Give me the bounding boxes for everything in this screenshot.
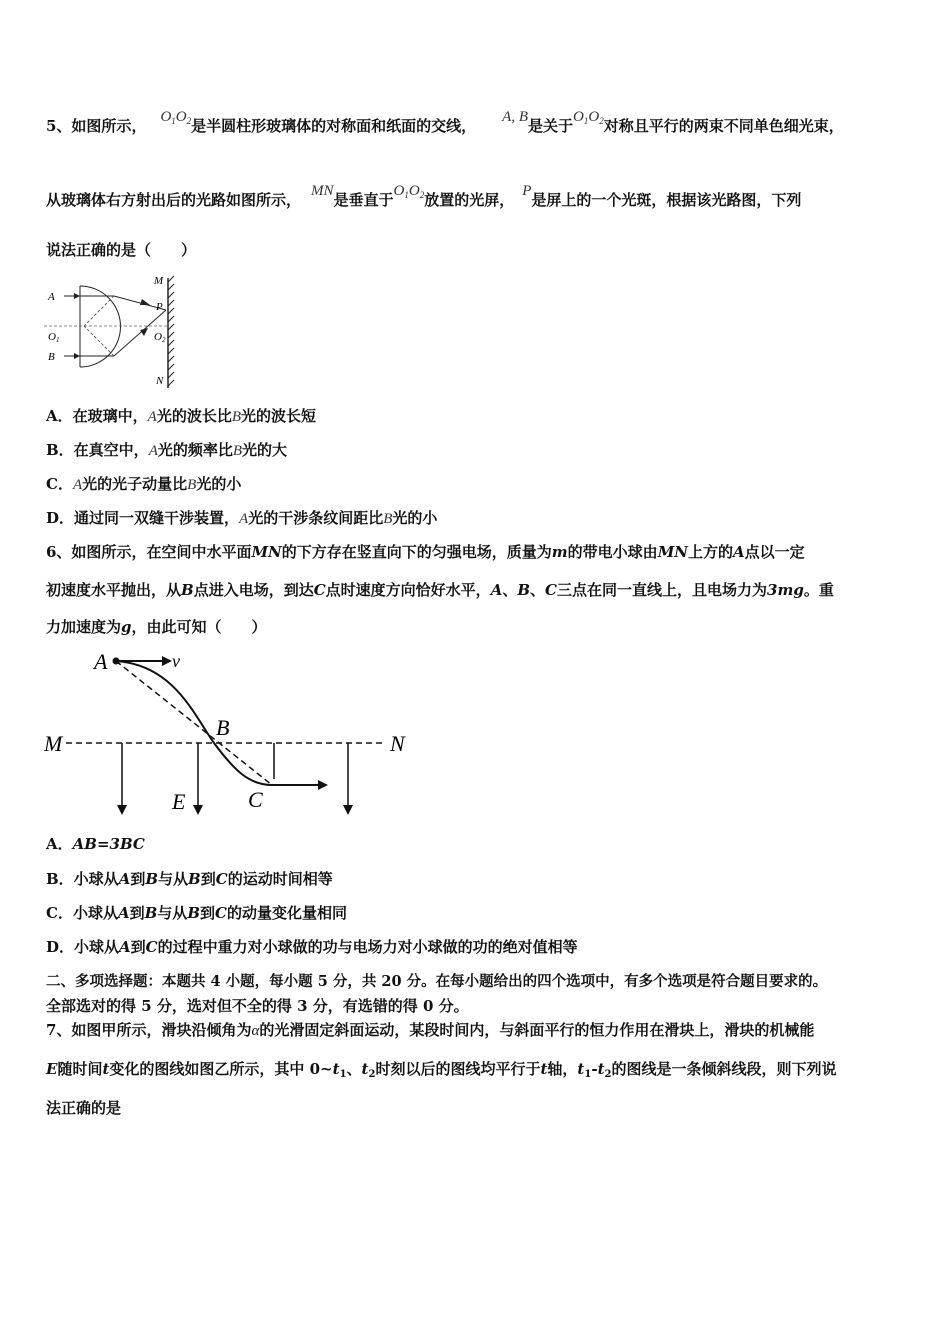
- q5-option-b: B．在真空中，A光的频率比B光的大: [46, 441, 288, 459]
- arrow-icon: [74, 353, 80, 359]
- math-ab: A, B: [502, 109, 528, 125]
- text: 是垂直于: [333, 191, 394, 209]
- math-mn: MN: [311, 183, 334, 199]
- label-p: P: [156, 301, 163, 313]
- arrow-icon: [162, 656, 172, 666]
- q7-line-2: E随时间t变化的图线如图乙所示，其中 $0\sim t_1$、$t_2$时刻以后的图线均平行于t轴，$t_1-t_2$的图线是一条倾斜线段，则下列说: [46, 1060, 837, 1080]
- glass-curved-face: [80, 286, 121, 367]
- text: 从玻璃体右方射出后的光路如图所示，: [46, 191, 302, 209]
- q5-option-a: A．在玻璃中，A光的波长比B光的波长短: [46, 407, 317, 425]
- text: 放置的光屏，: [424, 191, 515, 209]
- label-n: N: [390, 731, 405, 756]
- label-o2: O2: [154, 331, 166, 344]
- q6-option-a: A．AB=3BC: [46, 835, 145, 853]
- text: 是半圆柱形玻璃体的对称面和纸面的交线，: [191, 117, 477, 135]
- math-o1o2: $O_1O_2$: [573, 109, 604, 126]
- normal-line: [84, 326, 114, 356]
- q5-option-d: D．通过同一双缝干涉装置，A光的干涉条纹间距比B光的小: [46, 509, 438, 527]
- q7-line-3: 法正确的是: [46, 1099, 122, 1117]
- math-o1o2: $O_1O_2$: [393, 183, 425, 200]
- q7-line-1: 7、如图甲所示，滑块沿倾角为α的光滑固定斜面运动，某段时间内，与斜面平行的恒力作用在滑块上，滑块的机械能: [46, 1021, 815, 1039]
- trajectory-curve: [116, 661, 272, 785]
- text: 对称且平行的两束不同单色细光束，: [603, 117, 844, 135]
- arrow-icon: [117, 805, 127, 815]
- q6-line-2: 初速度水平抛出，从B点进入电场，到达C点时速度方向恰好水平，A、B、C三点在同一直线上，且电场力为3mg。重: [46, 581, 834, 599]
- q5-figure-glass-diagram: [44, 270, 184, 394]
- q6-option-b: B．小球从A到B与从B到C的运动时间相等: [46, 870, 333, 888]
- text: 是屏上的一个光斑，根据该光路图，下列: [531, 191, 802, 209]
- label-m: M: [44, 731, 63, 756]
- section-2-scoring: 全部选对的得 5 分，选对但不全的得 3 分，有选错的得 0 分。: [46, 997, 469, 1015]
- text: 是关于: [527, 117, 573, 135]
- arrow-icon: [74, 293, 80, 299]
- arrow-icon: [343, 805, 353, 815]
- q5-line-3: 说法正确的是（ ）: [46, 241, 197, 259]
- label-a: A: [94, 649, 108, 674]
- label-a: A: [48, 291, 55, 303]
- q6-option-c: C．小球从A到B与从B到C的动量变化量相同: [46, 904, 347, 922]
- q6-line-3: 力加速度为g，由此可知（ ）: [46, 618, 267, 636]
- label-o1: O1: [48, 331, 60, 344]
- q6-option-d: D．小球从A到C的过程中重力对小球做的功与电场力对小球做的功的绝对值相等: [46, 938, 578, 956]
- line-abc-dashed: [116, 661, 272, 785]
- section-2-heading: 二、多项选择题：本题共 4 小题，每小题 5 分，共 20 分。在每小题给出的四个选项中，有多个选项是符合题目要求的。: [46, 973, 828, 990]
- arrow-icon: [318, 780, 328, 790]
- math-p: P: [522, 183, 532, 199]
- q6-line-1: 6、如图所示，在空间中水平面MN的下方存在竖直向下的匀强电场，质量为m的带电小球由MN上方的A点以一定: [46, 543, 805, 561]
- q5-option-c: C．A光的光子动量比B光的小: [46, 475, 242, 493]
- arrow-icon: [140, 299, 150, 305]
- label-v: v: [172, 651, 180, 671]
- label-c: C: [248, 787, 263, 812]
- text: 5、如图所示，: [46, 117, 147, 135]
- label-m: M: [154, 275, 164, 287]
- label-b: B: [216, 715, 230, 740]
- label-b: B: [48, 351, 55, 363]
- math-o1o2: $O_1O_2$: [160, 109, 192, 126]
- q5-line-2: [46, 183, 802, 215]
- label-n: N: [156, 375, 164, 387]
- normal-line: [84, 296, 114, 326]
- label-e: E: [172, 789, 186, 814]
- arrow-icon: [193, 805, 203, 815]
- q5-line-1: [46, 109, 844, 141]
- q6-figure-trajectory: [44, 645, 424, 825]
- screen-hatch: [168, 276, 174, 386]
